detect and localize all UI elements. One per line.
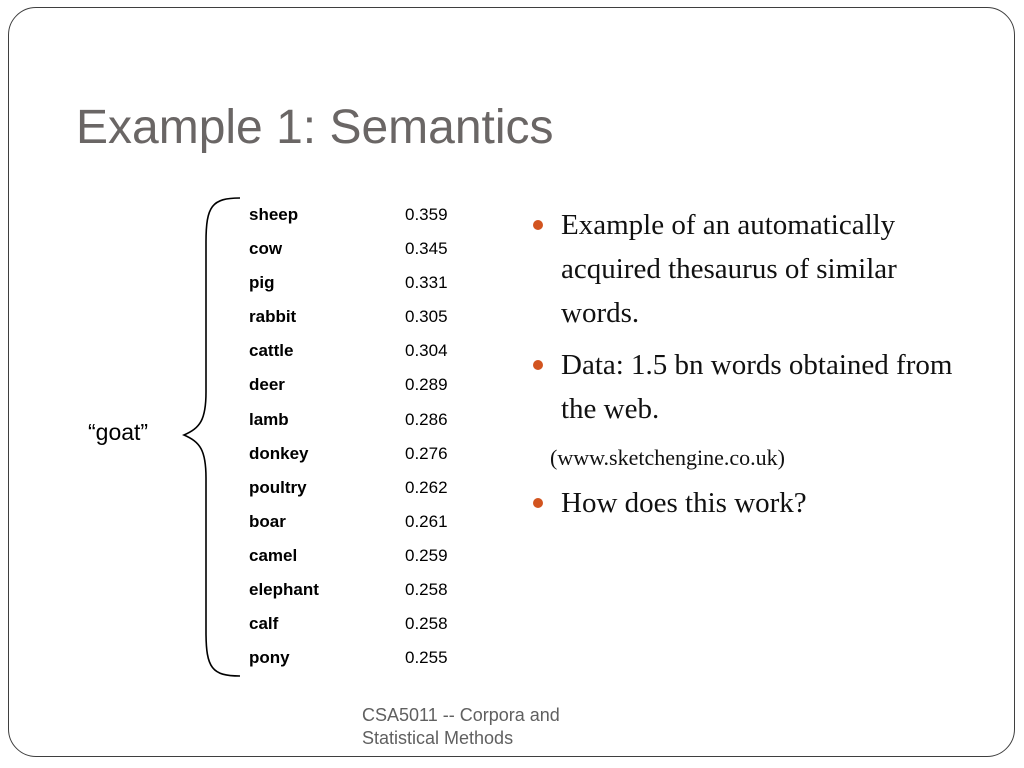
bullet-list [530, 203, 970, 431]
table-row [249, 573, 479, 607]
similarity-score: 0.258 [405, 614, 448, 634]
bullet-text: Example of an automatically acquired thesaurus of similar words. [561, 209, 897, 329]
bullet-text: How does this work? [561, 487, 807, 519]
table-row [249, 437, 479, 471]
similarity-score: 0.261 [405, 511, 448, 531]
table-row [249, 539, 479, 573]
similar-word: boar [249, 511, 286, 531]
table-row [249, 368, 479, 402]
similar-word: cattle [249, 341, 294, 361]
similar-word: deer [249, 375, 285, 395]
similarity-score: 0.255 [405, 648, 448, 668]
table-row [249, 266, 479, 300]
similarity-score: 0.262 [405, 477, 448, 497]
similarity-score: 0.286 [405, 409, 448, 429]
similarity-score: 0.331 [405, 273, 448, 293]
slide-title: Example 1: Semantics [76, 101, 554, 154]
similar-word: pig [249, 273, 275, 293]
similarity-score: 0.276 [405, 443, 448, 463]
similar-word: rabbit [249, 307, 297, 327]
similar-word: poultry [249, 477, 307, 497]
bullet-item [530, 203, 970, 335]
similar-words-table [249, 198, 479, 675]
similarity-score: 0.359 [405, 205, 448, 224]
table-row [249, 232, 479, 266]
similar-word: camel [249, 545, 298, 565]
table-row [249, 607, 479, 641]
footer-line: Statistical Methods [362, 728, 514, 748]
bullet-dot-icon [533, 220, 543, 230]
footer-line: CSA5011 -- Corpora and [362, 705, 560, 725]
table-row [249, 198, 479, 232]
similar-word: pony [249, 648, 290, 668]
similarity-score: 0.259 [405, 545, 448, 565]
similar-word: cow [249, 239, 283, 259]
table-row [249, 641, 479, 675]
similarity-score: 0.258 [405, 580, 448, 600]
similarity-score: 0.305 [405, 307, 448, 327]
similarity-score: 0.289 [405, 375, 448, 395]
similar-word: calf [249, 614, 279, 634]
table-row [249, 334, 479, 368]
similar-word: elephant [249, 580, 319, 600]
similar-word: donkey [249, 443, 309, 463]
table-row [249, 505, 479, 539]
source-note: (www.sketchengine.co.uk) [550, 445, 785, 470]
bullet-item [530, 481, 970, 525]
table-row [249, 403, 479, 437]
similar-word: sheep [249, 205, 299, 224]
table-row [249, 471, 479, 505]
bullet-dot-icon [533, 360, 543, 370]
head-word-label: “goat” [88, 419, 149, 445]
bullet-dot-icon [533, 498, 543, 508]
similarity-score: 0.345 [405, 239, 448, 259]
table-row [249, 300, 479, 334]
slide-footer [362, 704, 642, 750]
bullet-text: Data: 1.5 bn words obtained from the web. [561, 349, 953, 425]
bullet-list-secondary [530, 481, 970, 525]
curly-brace [170, 192, 250, 682]
similarity-score: 0.304 [405, 341, 448, 361]
bullet-item [530, 343, 970, 431]
similar-word: lamb [249, 409, 289, 429]
